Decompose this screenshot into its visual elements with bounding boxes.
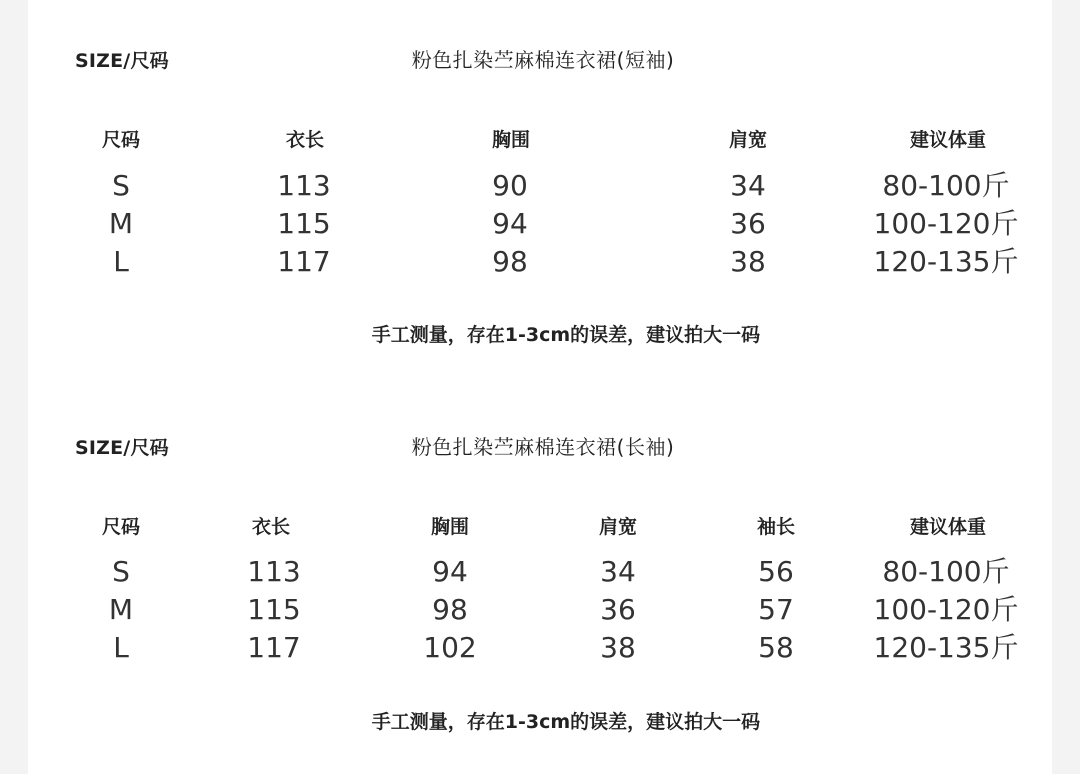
table-cell: 113 bbox=[277, 169, 331, 202]
table-cell: 34 bbox=[730, 169, 766, 202]
table-cell: L bbox=[113, 631, 129, 664]
measurement-note: 手工测量，存在1-3cm的误差，建议拍大一码 bbox=[371, 711, 761, 733]
table-cell: 36 bbox=[600, 593, 636, 626]
table-cell: 94 bbox=[492, 207, 528, 240]
table-cell: M bbox=[108, 593, 134, 626]
table-cell: 90 bbox=[492, 169, 528, 202]
header-length: 衣长 bbox=[251, 516, 291, 538]
table-cell: M bbox=[108, 207, 134, 240]
table-cell: 100-120斤 bbox=[873, 593, 1019, 626]
table-cell: 102 bbox=[423, 631, 477, 664]
size-label: SIZE/尺码 bbox=[75, 50, 169, 72]
chart-title: 粉色扎染苎麻棉连衣裙(短袖) bbox=[411, 48, 675, 72]
table-cell: 117 bbox=[247, 631, 301, 664]
table-cell: 56 bbox=[758, 555, 794, 588]
table-cell: L bbox=[113, 245, 129, 278]
header-weight: 建议体重 bbox=[909, 516, 987, 538]
header-length: 衣长 bbox=[285, 129, 325, 151]
table-cell: 38 bbox=[600, 631, 636, 664]
table-cell: 120-135斤 bbox=[873, 631, 1019, 664]
table-cell: 38 bbox=[730, 245, 766, 278]
table-cell: 100-120斤 bbox=[873, 207, 1019, 240]
header-bust: 胸围 bbox=[430, 516, 470, 538]
header-sleeve: 袖长 bbox=[756, 516, 796, 538]
table-cell: 98 bbox=[432, 593, 468, 626]
table-cell: 115 bbox=[247, 593, 301, 626]
header-shoulder: 肩宽 bbox=[728, 129, 768, 151]
header-size: 尺码 bbox=[101, 516, 141, 538]
table-cell: 94 bbox=[432, 555, 468, 588]
measurement-note: 手工测量，存在1-3cm的误差，建议拍大一码 bbox=[371, 324, 761, 346]
table-cell: 57 bbox=[758, 593, 794, 626]
table-cell: S bbox=[112, 169, 130, 202]
table-cell: S bbox=[112, 555, 130, 588]
table-cell: 80-100斤 bbox=[882, 169, 1010, 202]
table-cell: 120-135斤 bbox=[873, 245, 1019, 278]
table-cell: 113 bbox=[247, 555, 301, 588]
header-bust: 胸围 bbox=[491, 129, 531, 151]
header-size: 尺码 bbox=[101, 129, 141, 151]
size-label: SIZE/尺码 bbox=[75, 437, 169, 459]
table-cell: 98 bbox=[492, 245, 528, 278]
header-weight: 建议体重 bbox=[909, 129, 987, 151]
table-cell: 36 bbox=[730, 207, 766, 240]
table-cell: 117 bbox=[277, 245, 331, 278]
table-cell: 115 bbox=[277, 207, 331, 240]
header-shoulder: 肩宽 bbox=[598, 516, 638, 538]
size-chart-page bbox=[28, 0, 1052, 774]
table-cell: 58 bbox=[758, 631, 794, 664]
chart-title: 粉色扎染苎麻棉连衣裙(长袖) bbox=[411, 435, 675, 459]
table-cell: 34 bbox=[600, 555, 636, 588]
table-cell: 80-100斤 bbox=[882, 555, 1010, 588]
